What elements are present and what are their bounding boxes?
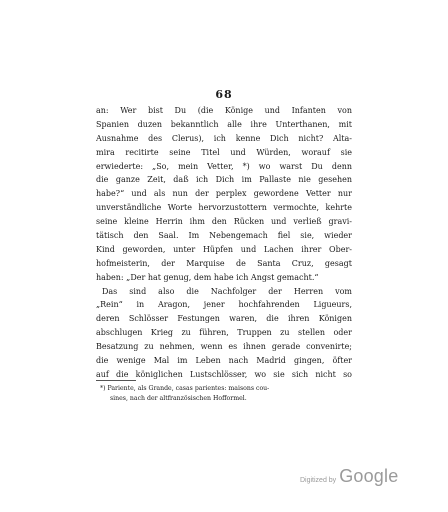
text-line: Kind geworden, unter Hüpfen und Lachen ihrer Ober- [96, 244, 352, 254]
text-line: Besatzung zu nehmen, wenn es ihnen gerade convenirte; [96, 342, 352, 352]
text-line: „Rein“ in Aragon, jener hochfahrenden Ligueurs, [96, 300, 352, 310]
text-line: hofmeisterin, der Marquise de Santa Cruz, gesagt [96, 258, 352, 268]
text-line: tätisch den Saal. Im Nebengemach fiel sie, wieder [96, 231, 352, 241]
text-line: Ausnahme des Clerus), ich kenne Dich nicht? Alta- [96, 133, 352, 143]
page-number: 68 [215, 88, 233, 101]
footnote [100, 384, 352, 404]
text-line: haben: „Der hat genug, dem habe ich Angst gemacht.“ [96, 272, 319, 282]
google-logo: Google [339, 466, 399, 486]
text-line: habe?“ und als nun der perplex gewordene Vetter nur [96, 189, 352, 199]
watermark-prefix: Digitized by [300, 477, 337, 484]
text-line: abschlugen Krieg zu führen, Truppen zu stellen oder [96, 328, 352, 338]
footnote-line: *) Pariente, als Grande, casas parientes: maisons cou- [100, 385, 270, 392]
text-line: an: Wer bist Du (die Könige und Infanten von [96, 106, 352, 115]
text-line: Spanien duzen bekanntlich alle ihre Unterthanen, mit [96, 119, 352, 129]
footnote-divider [96, 380, 136, 381]
body-text [96, 104, 352, 382]
text-line: Das sind also die Nachfolger der Herren vom [102, 286, 352, 296]
digitized-watermark [300, 466, 398, 487]
text-line: die wenige Mal im Leben nach Madrid gingen, öfter [96, 356, 352, 366]
text-line: mira recitirte seine Titel und Würden, worauf sie [96, 147, 352, 157]
text-line: deren Schlösser Festungen waren, die ihren Königen [96, 314, 352, 324]
footnote-line: sines, nach der altfranzösischen Hofformel. [110, 395, 247, 402]
text-line: erwiederte: „So, mein Vetter, *) wo warst Du denn [96, 161, 352, 171]
text-line: unverständliche Worte hervorzustottern vermochte, kehrte [96, 203, 352, 213]
text-line: die ganze Zeit, daß ich Dich im Pallaste nie gesehen [96, 175, 352, 185]
text-line: auf die königlichen Lustschlösser, wo sie sich nicht so [96, 369, 352, 379]
text-line: seine kleine Herrin ihm den Rücken und verließ gravi- [96, 217, 352, 227]
